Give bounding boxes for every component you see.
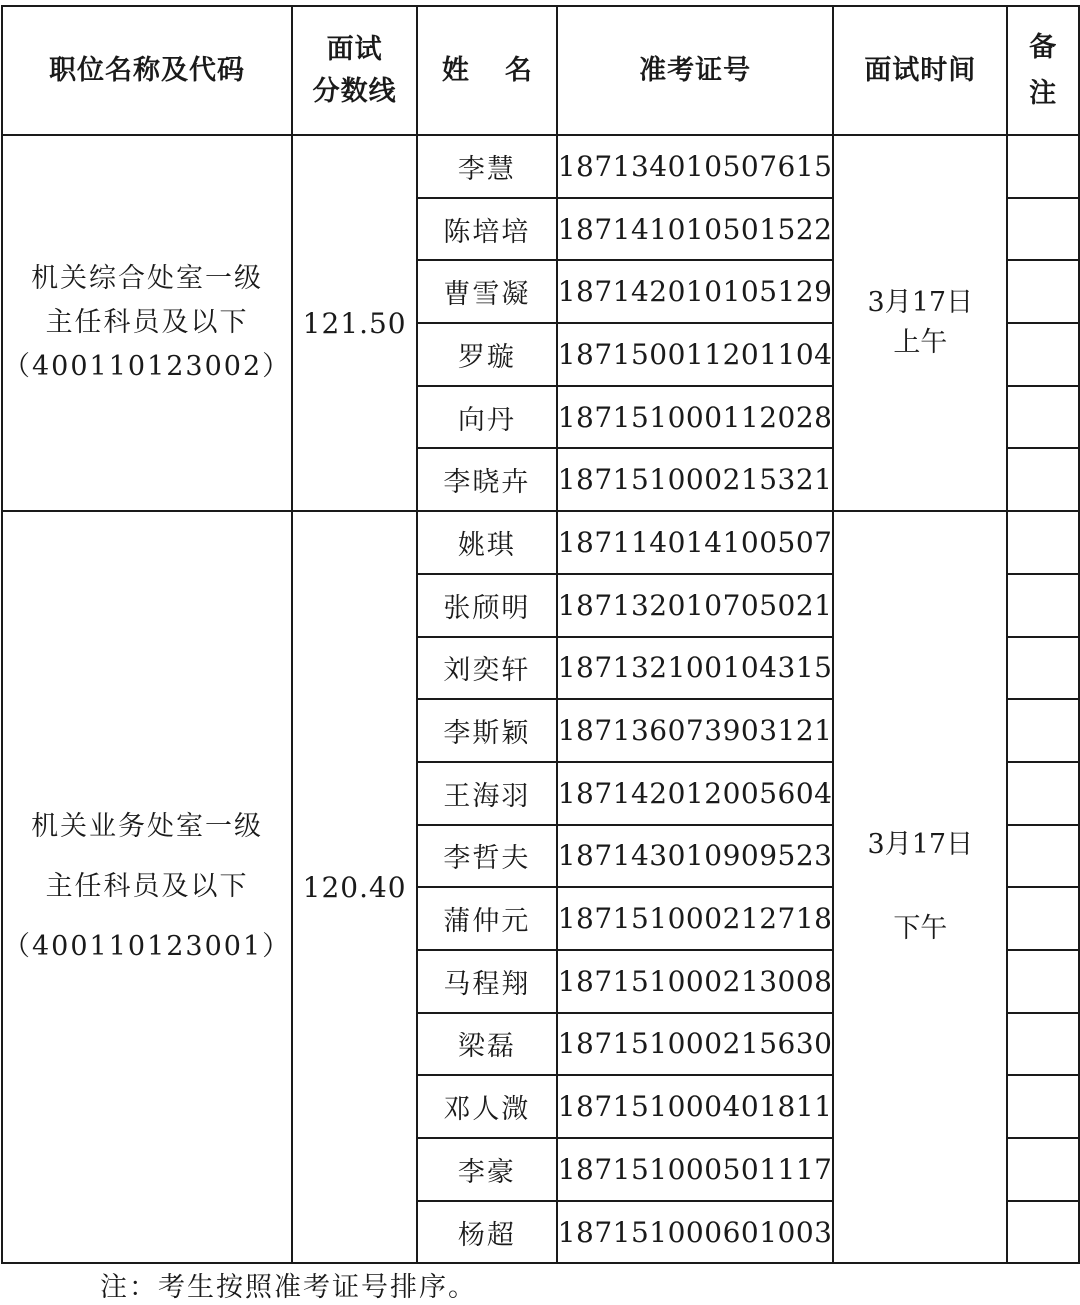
score-line-cell: 120.40 bbox=[292, 511, 417, 1263]
candidate-name: 杨超 bbox=[417, 1201, 557, 1264]
exam-id: 187150011201104 bbox=[557, 323, 834, 386]
exam-id: 187142010105129 bbox=[557, 260, 834, 323]
remarks-cell bbox=[1007, 135, 1079, 198]
remarks-cell bbox=[1007, 762, 1079, 825]
remarks-cell bbox=[1007, 323, 1079, 386]
candidate-name: 姚琪 bbox=[417, 511, 557, 574]
exam-id: 187143010909523 bbox=[557, 825, 834, 888]
position-line: 主任科员及以下 bbox=[45, 307, 249, 339]
candidate-name: 陈培培 bbox=[417, 198, 557, 261]
exam-id: 187151000112028 bbox=[557, 386, 834, 449]
candidate-name: 刘奕轩 bbox=[417, 637, 557, 700]
header-position: 职位名称及代码 bbox=[2, 6, 292, 135]
footnote: 注：考生按照准考证号排序。 bbox=[100, 1272, 477, 1303]
candidate-name: 李慧 bbox=[417, 135, 557, 198]
header-remarks-1: 备 bbox=[1029, 31, 1058, 63]
candidate-name: 向丹 bbox=[417, 386, 557, 449]
score-line-cell: 121.50 bbox=[292, 135, 417, 511]
remarks-cell bbox=[1007, 574, 1079, 637]
remarks-cell bbox=[1007, 699, 1079, 762]
position-line: 机关综合处室一级 bbox=[31, 263, 264, 295]
candidate-name: 李豪 bbox=[417, 1138, 557, 1201]
position-line: （400110123001） bbox=[3, 931, 292, 963]
interview-time-line: 3月17日 bbox=[867, 287, 974, 319]
exam-id: 187151000212718 bbox=[557, 887, 834, 950]
header-row bbox=[2, 6, 1079, 135]
candidate-name: 蒲仲元 bbox=[417, 887, 557, 950]
remarks-cell bbox=[1007, 511, 1079, 574]
remarks-cell bbox=[1007, 887, 1079, 950]
candidate-name: 李哲夫 bbox=[417, 825, 557, 888]
candidate-name: 王海羽 bbox=[417, 762, 557, 825]
header-score-line-2: 分数线 bbox=[312, 75, 397, 107]
exam-id: 187132010705021 bbox=[557, 574, 834, 637]
remarks-cell bbox=[1007, 950, 1079, 1013]
exam-id: 187151000401811 bbox=[557, 1075, 834, 1138]
candidate-name: 张颀明 bbox=[417, 574, 557, 637]
interview-time-line: 3月17日 bbox=[867, 829, 974, 861]
exam-id: 187142012005604 bbox=[557, 762, 834, 825]
interview-roster-table bbox=[1, 5, 1080, 1264]
remarks-cell bbox=[1007, 448, 1079, 511]
candidate-name: 梁磊 bbox=[417, 1013, 557, 1076]
exam-id: 187151000501117 bbox=[557, 1138, 834, 1201]
interview-time-cell bbox=[833, 511, 1007, 1263]
candidate-name: 李晓卉 bbox=[417, 448, 557, 511]
exam-id: 187114014100507 bbox=[557, 511, 834, 574]
exam-id: 187132100104315 bbox=[557, 637, 834, 700]
remarks-cell bbox=[1007, 198, 1079, 261]
exam-id: 187141010501522 bbox=[557, 198, 834, 261]
candidate-name: 罗璇 bbox=[417, 323, 557, 386]
header-score-line bbox=[292, 6, 417, 135]
position-cell bbox=[2, 135, 292, 511]
remarks-cell bbox=[1007, 1201, 1079, 1264]
interview-time-line: 下午 bbox=[893, 913, 948, 945]
header-name-second: 名 bbox=[504, 54, 532, 86]
header-score-line-1: 面试 bbox=[326, 33, 383, 65]
candidate-name: 李斯颖 bbox=[417, 699, 557, 762]
exam-id: 187136073903121 bbox=[557, 699, 834, 762]
header-remarks bbox=[1007, 6, 1079, 135]
candidate-name: 邓人溦 bbox=[417, 1075, 557, 1138]
exam-id: 187151000215321 bbox=[557, 448, 834, 511]
candidate-name: 曹雪凝 bbox=[417, 260, 557, 323]
remarks-cell bbox=[1007, 825, 1079, 888]
header-remarks-2: 注 bbox=[1029, 77, 1058, 109]
candidate-name: 马程翔 bbox=[417, 950, 557, 1013]
remarks-cell bbox=[1007, 1138, 1079, 1201]
exam-id: 187151000601003 bbox=[557, 1201, 834, 1264]
remarks-cell bbox=[1007, 1075, 1079, 1138]
position-line: （400110123002） bbox=[3, 351, 292, 383]
interview-time-line: 上午 bbox=[893, 327, 948, 359]
header-name bbox=[417, 6, 557, 135]
interview-time-cell bbox=[833, 135, 1007, 511]
remarks-cell bbox=[1007, 260, 1079, 323]
exam-id: 187134010507615 bbox=[557, 135, 834, 198]
exam-id: 187151000213008 bbox=[557, 950, 834, 1013]
header-exam-id: 准考证号 bbox=[557, 6, 834, 135]
header-name-first: 姓 bbox=[441, 54, 469, 86]
table-row bbox=[2, 511, 1079, 574]
position-line: 机关业务处室一级 bbox=[31, 811, 264, 843]
remarks-cell bbox=[1007, 1013, 1079, 1076]
position-cell bbox=[2, 511, 292, 1263]
exam-id: 187151000215630 bbox=[557, 1013, 834, 1076]
remarks-cell bbox=[1007, 637, 1079, 700]
position-line: 主任科员及以下 bbox=[45, 871, 249, 903]
remarks-cell bbox=[1007, 386, 1079, 449]
table-body bbox=[2, 6, 1079, 1263]
table-row bbox=[2, 135, 1079, 198]
header-interview-time: 面试时间 bbox=[833, 6, 1007, 135]
